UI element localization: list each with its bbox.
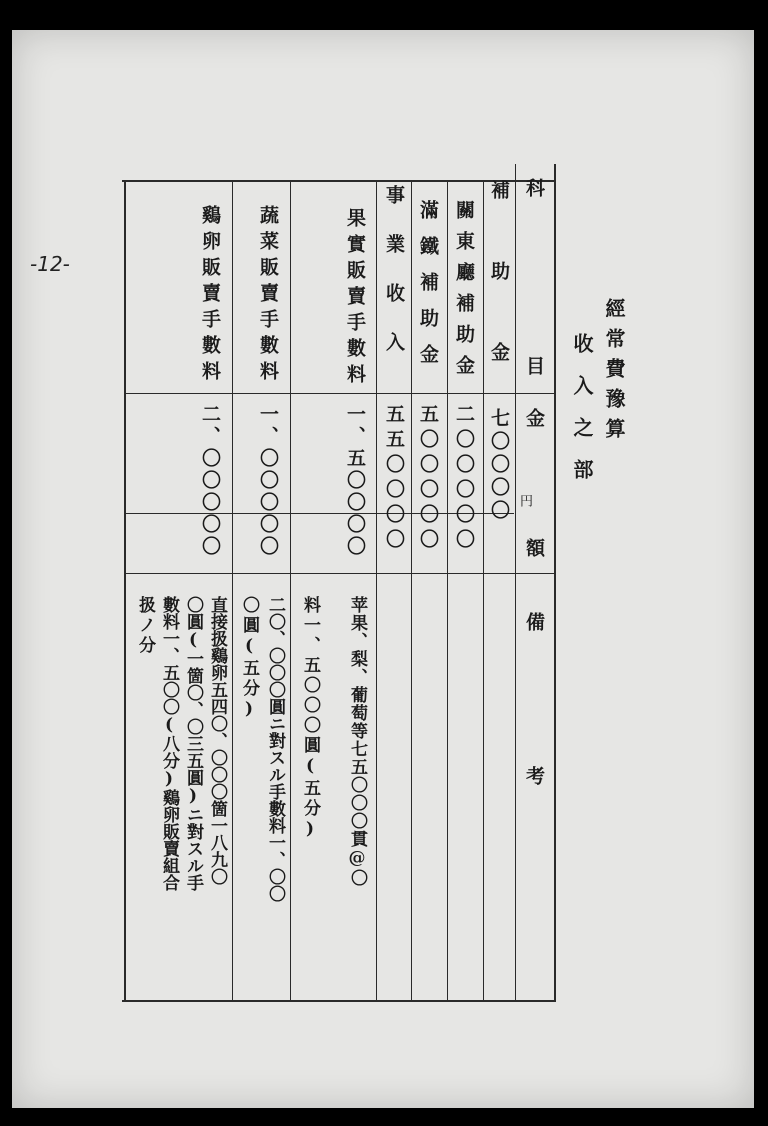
- row5-amount: 一、五〇〇〇〇: [344, 404, 366, 558]
- table-divider-amount-remarks: [124, 573, 556, 574]
- header-item: 目: [523, 356, 545, 375]
- row4-amount: 五五〇〇〇〇: [383, 404, 405, 554]
- row3-subject: 滿鐵補助金: [417, 200, 439, 380]
- table-border-right: [554, 164, 556, 1002]
- page-number: -12-: [30, 252, 70, 276]
- document-title: 經常費豫算: [602, 298, 626, 448]
- row7-amount: 二、〇〇〇〇〇: [199, 404, 221, 558]
- row2-amount: 二〇〇〇〇〇: [453, 404, 475, 554]
- header-remarks-1: 備: [523, 612, 545, 631]
- row7-remark-line1: 直接扱鷄卵五四〇、〇〇〇箇一八九〇: [207, 596, 227, 885]
- row7-subject: 鷄卵販賣手數料: [199, 205, 221, 387]
- table-border-left: [124, 180, 126, 1002]
- row1-subject: 補助金: [488, 180, 510, 423]
- row1-amount: 七〇〇〇〇: [488, 408, 510, 523]
- row3-amount: 五〇〇〇〇〇: [417, 404, 439, 554]
- table-border-bottom: [122, 1000, 556, 1002]
- row7-remark-line3: 數料一、五〇〇(八分)鷄卵販賣組合: [159, 596, 179, 891]
- row6-remark-line2: 〇圓(五分): [239, 596, 259, 722]
- row7-remark-line2: 〇圓(一箇〇、〇三五圓)ニ對スル手: [183, 596, 203, 891]
- row6-remark-line1: 二〇、〇〇〇圓ニ對スル手數料一、〇〇: [265, 596, 285, 902]
- row5-subject: 果實販賣手數料: [344, 208, 366, 390]
- header-amount-unit: 円: [517, 494, 532, 507]
- row-line-header: [515, 164, 516, 1002]
- header-subject: 科: [523, 178, 545, 197]
- row6-amount: 一、〇〇〇〇〇: [257, 404, 279, 558]
- header-amount-sub: 額: [523, 538, 545, 557]
- row4-subject: 事業收入: [383, 185, 405, 381]
- row6-subject: 蔬菜販賣手數料: [257, 205, 279, 387]
- row5-remark-line2: 料一、五〇〇〇圓(五分): [300, 596, 320, 842]
- row-line-5: [290, 180, 291, 1002]
- header-amount: 金: [523, 408, 545, 427]
- document-subtitle: 收入之部: [570, 333, 594, 501]
- row-line-4: [376, 180, 377, 1002]
- row-line-1: [483, 180, 484, 1002]
- row-line-3: [411, 180, 412, 1002]
- row-line-2: [447, 180, 448, 1002]
- row2-subject: 關東廳補助金: [453, 200, 475, 386]
- row7-remark-line4: 扱ノ分: [135, 596, 155, 656]
- row-line-6: [232, 180, 233, 1002]
- row5-remark-line1: 苹果、梨、葡萄等七五〇〇〇貫@〇: [347, 596, 367, 887]
- header-remarks-2: 考: [523, 766, 545, 785]
